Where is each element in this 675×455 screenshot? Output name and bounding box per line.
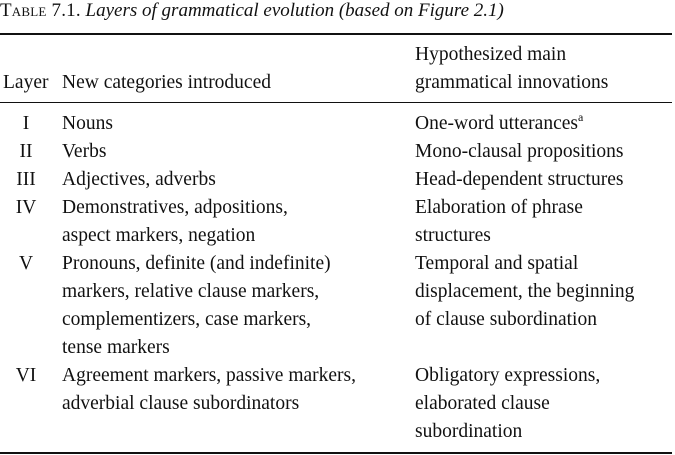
innovation-line — [415, 306, 597, 334]
innovation-line — [415, 110, 583, 138]
new-categories-line: Pronouns, definite (and indefinite) — [62, 253, 331, 274]
header-layer: Layer — [3, 72, 49, 93]
innovation-text: Mono-clausal propositions — [415, 141, 624, 162]
layer-cell: IV — [15, 197, 37, 218]
header-innovations — [415, 41, 675, 97]
layer-cell: II — [19, 141, 33, 162]
new-categories-line: Verbs — [62, 141, 107, 162]
new-categories-line: complementizers, case markers, — [62, 309, 312, 330]
table-number: Table 7.1. — [0, 0, 81, 21]
innovation-line — [415, 278, 634, 306]
innovation-text: structures — [415, 225, 491, 246]
new-categories-line: markers, relative clause markers, — [62, 281, 320, 302]
innovation-text: displacement, the beginning — [415, 281, 635, 302]
header-rule — [0, 102, 672, 103]
innovation-line — [415, 390, 550, 418]
new-categories-line: Nouns — [62, 113, 113, 134]
table-caption — [0, 0, 675, 24]
innovation-line — [415, 250, 578, 278]
innovation-line — [415, 222, 491, 250]
footnote-marker: a — [577, 110, 584, 124]
header-new-categories: New categories introduced — [62, 72, 271, 93]
innovation-text: Obligatory expressions, — [415, 365, 601, 386]
innovation-line — [415, 194, 583, 222]
header-innovations-line: Hypothesized main — [415, 44, 567, 65]
innovation-text: Temporal and spatial — [415, 253, 579, 274]
innovation-text: Head-dependent structures — [415, 169, 624, 190]
layer-cell: V — [18, 253, 34, 274]
new-categories-line: adverbial clause subordinators — [62, 393, 300, 414]
new-categories-line: Adjectives, adverbs — [62, 169, 216, 190]
new-categories-line: aspect markers, negation — [62, 225, 256, 246]
bottom-rule — [0, 452, 672, 454]
new-categories-line: Agreement markers, passive markers, — [62, 365, 357, 386]
layer-cell: III — [16, 169, 36, 190]
table-title: Layers of grammatical evolution (based on Figure 2.1) — [85, 0, 504, 21]
innovation-text: of clause subordination — [415, 309, 597, 330]
layer-cell: I — [22, 113, 30, 134]
header-innovations-line: grammatical innovations — [415, 72, 609, 93]
top-rule — [0, 33, 672, 35]
innovation-line — [415, 362, 600, 390]
new-categories-line: tense markers — [62, 337, 170, 358]
innovation-text: Elaboration of phrase — [415, 197, 583, 218]
innovation-line — [415, 418, 522, 446]
new-categories-line: Demonstratives, adpositions, — [62, 197, 288, 218]
innovation-line — [415, 138, 624, 166]
innovation-text: elaborated clause — [415, 393, 550, 414]
innovation-line — [415, 166, 623, 194]
innovation-text: One-word utterances — [415, 113, 578, 134]
layer-cell: VI — [15, 365, 37, 386]
innovation-text: subordination — [415, 421, 523, 442]
